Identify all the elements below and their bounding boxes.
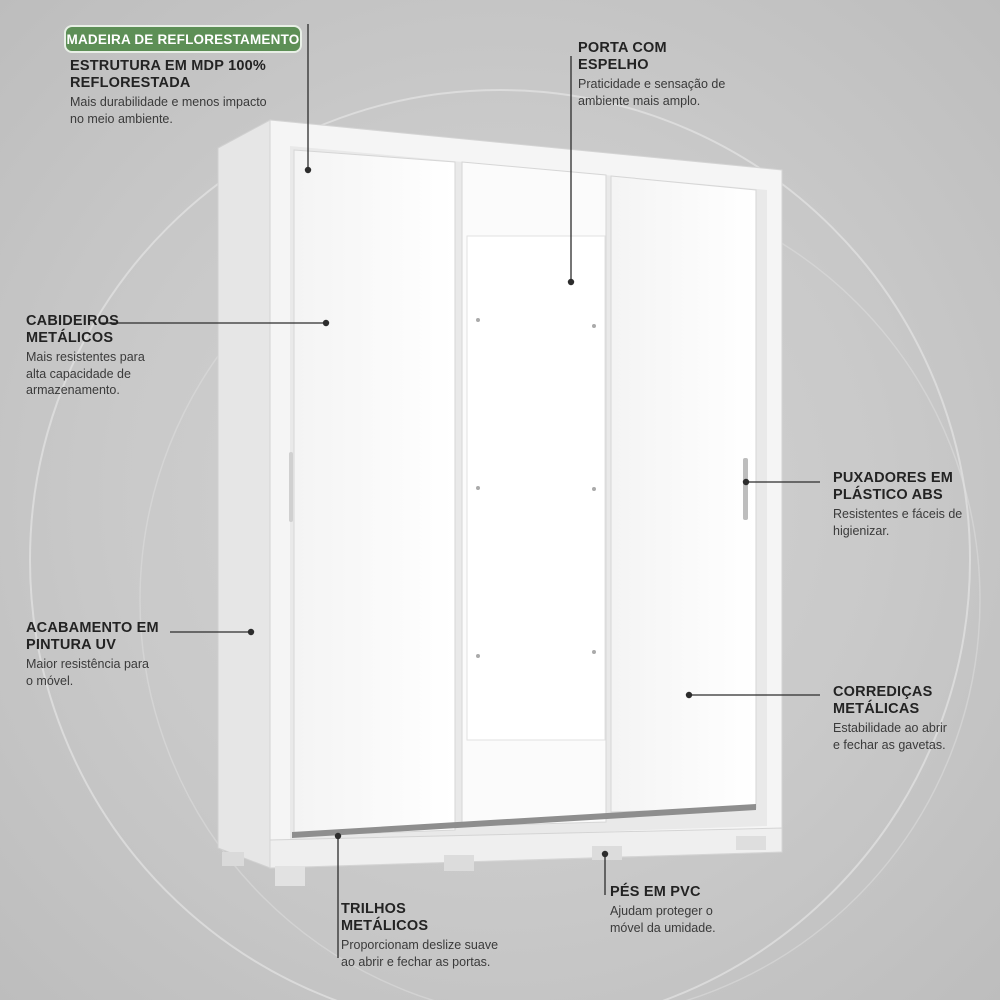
callout-mirror-door	[578, 40, 725, 109]
callout-dot	[686, 692, 692, 698]
callout-metal-rails	[341, 901, 498, 970]
callout-desc: Ajudam proteger o móvel da umidade.	[610, 904, 716, 935]
callout-title: PUXADORES EM PLÁSTICO ABS	[833, 470, 954, 503]
callout-uv-finish	[26, 620, 159, 689]
callout-dot	[305, 167, 311, 173]
callout-dot	[602, 851, 608, 857]
callout-dot	[743, 479, 749, 485]
callout-title: CORREDIÇAS METÁLICAS	[833, 684, 933, 717]
callout-metal-hangers	[26, 313, 145, 399]
callout-title: PÉS EM PVC	[610, 884, 701, 900]
reforestation-badge: MADEIRA DE REFLORESTAMENTO	[64, 25, 302, 53]
callout-mdp-structure	[70, 58, 267, 127]
callout-desc: Estabilidade ao abrir e fechar as gavetas.	[833, 721, 947, 752]
callout-desc: Proporcionam deslize suave ao abrir e fechar as portas.	[341, 938, 499, 969]
callout-abs-handles	[833, 470, 962, 539]
callout-title: PORTA COM ESPELHO	[578, 40, 667, 73]
callout-title: ACABAMENTO EM PINTURA UV	[26, 620, 159, 653]
callout-title: CABIDEIROS METÁLICOS	[26, 313, 120, 346]
callout-desc: Praticidade e sensação de ambiente mais amplo.	[578, 77, 726, 108]
callout-desc: Resistentes e fáceis de higienizar.	[833, 507, 963, 538]
callout-title: TRILHOS METÁLICOS	[341, 901, 429, 934]
callout-metal-slides	[833, 684, 947, 753]
callout-dot	[335, 833, 341, 839]
callout-pvc-feet	[610, 884, 716, 936]
callout-dot	[323, 320, 329, 326]
callout-dot	[568, 279, 574, 285]
callout-desc: Mais durabilidade e menos impacto no meio ambiente.	[70, 95, 267, 126]
callout-title: ESTRUTURA EM MDP 100% REFLORESTADA	[70, 58, 266, 91]
callout-dot	[248, 629, 254, 635]
callout-desc: Mais resistentes para alta capacidade de armazenamento.	[26, 350, 145, 397]
callout-desc: Maior resistência para o móvel.	[26, 657, 149, 688]
